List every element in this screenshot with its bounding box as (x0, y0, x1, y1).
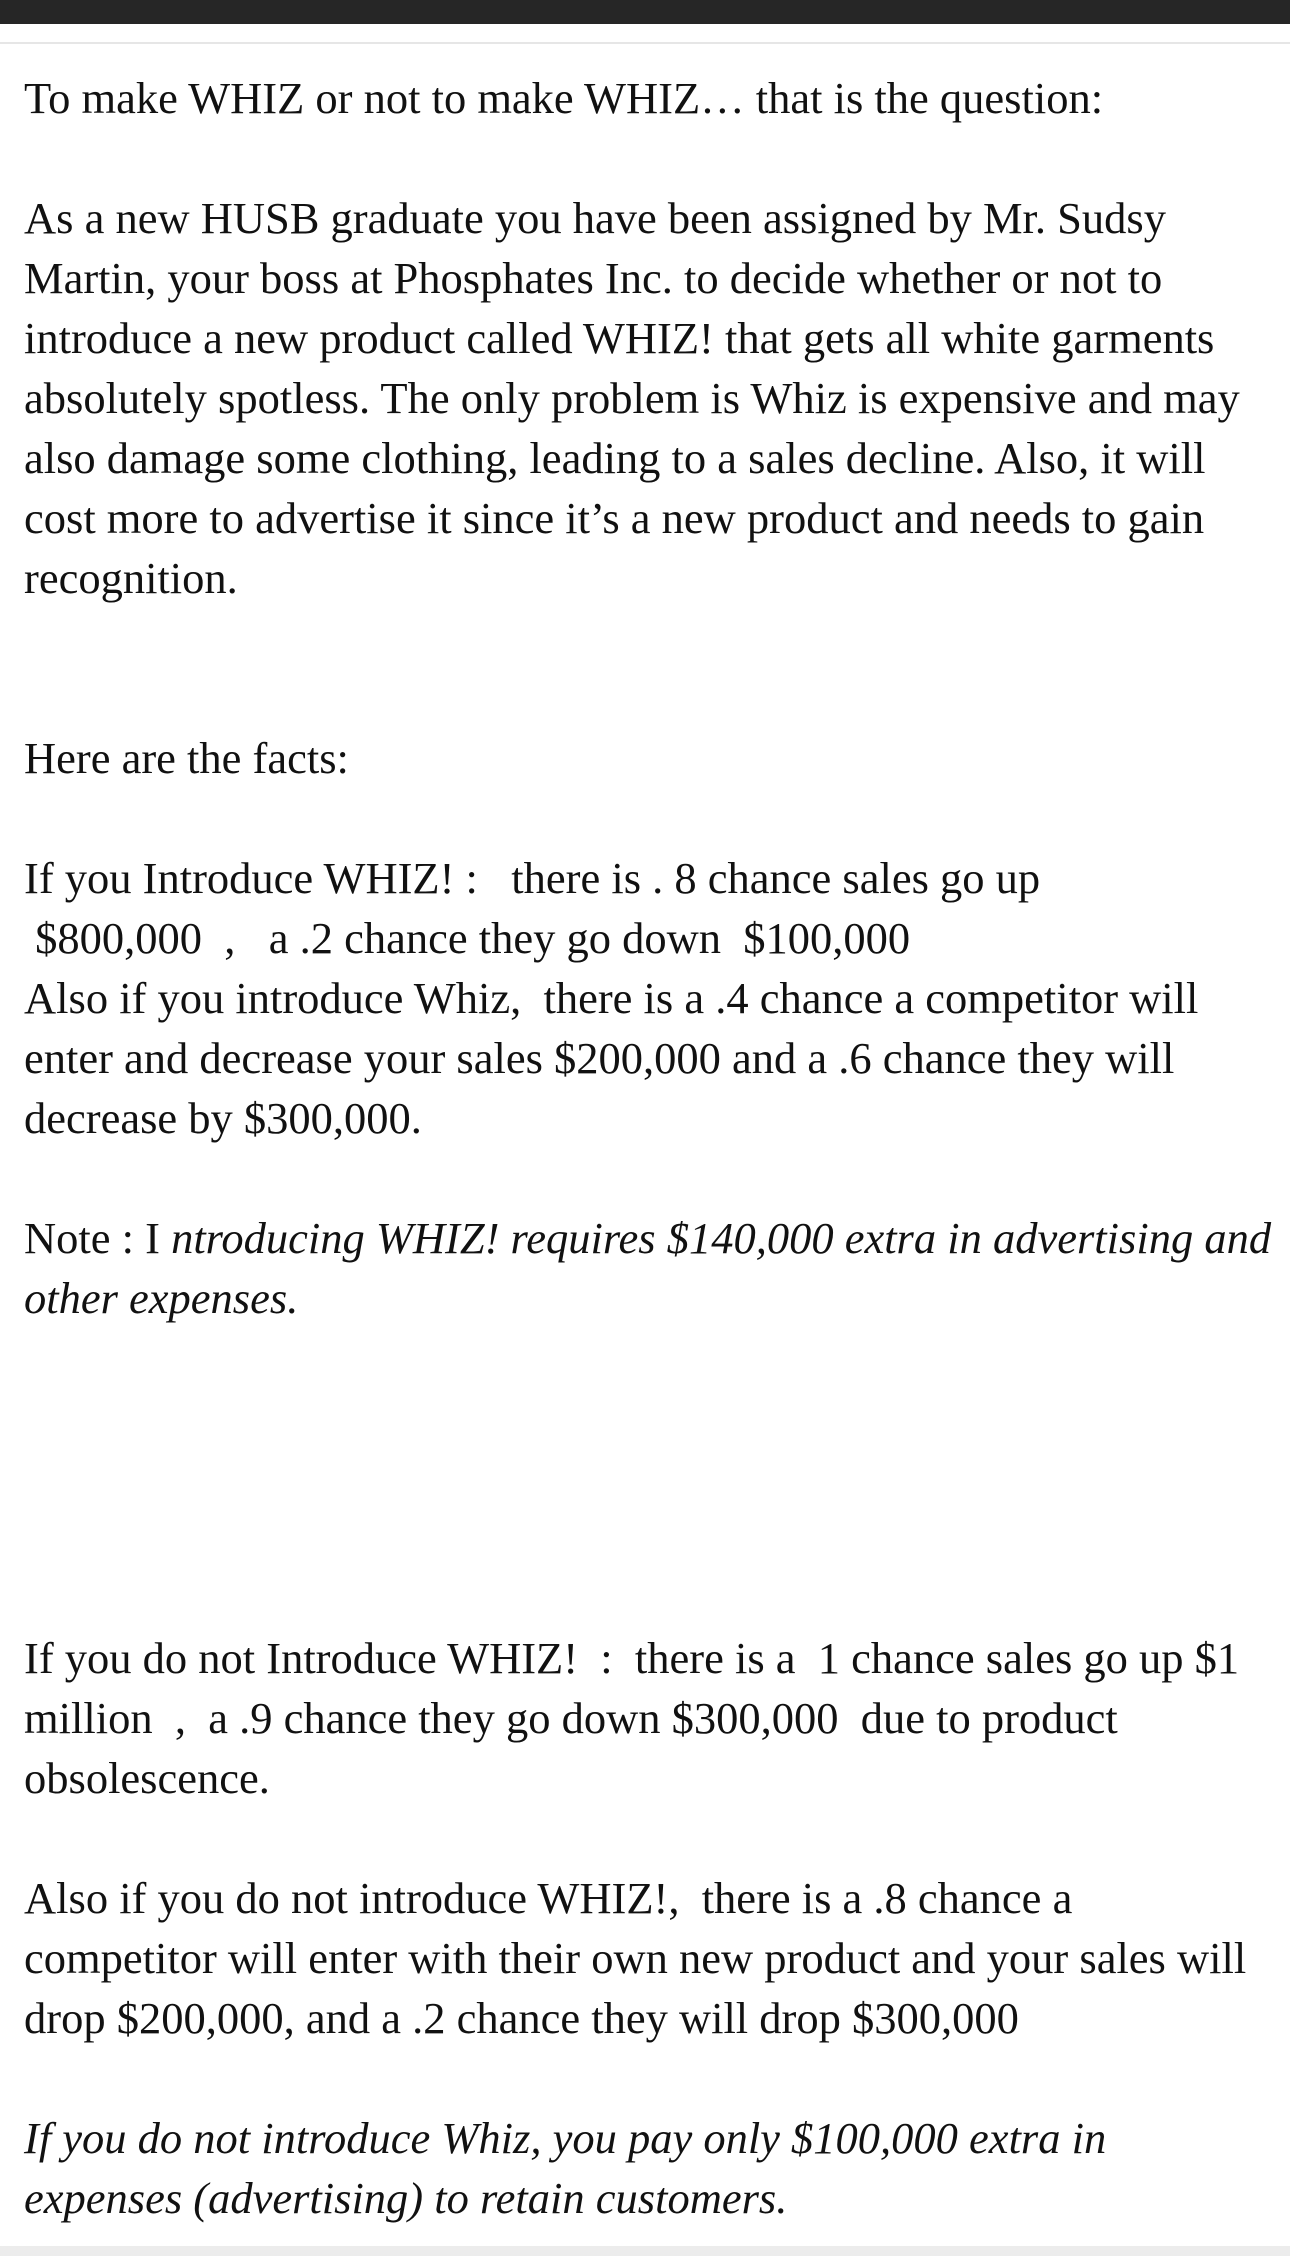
top-bar (0, 0, 1290, 24)
introduce-competitor-paragraph: Also if you introduce Whiz, there is a .4 chance a competitor will enter and decrease your sales $200,000 and a .6 chance they will decrease by $300,000. (24, 973, 1210, 1143)
not-introduce-note-paragraph: If you do not introduce Whiz, you pay only $100,000 extra in expenses (advertising) to retain customers. (24, 2113, 1118, 2223)
note-italic-text: ntroducing WHIZ! requires $140,000 extra in advertising and other expenses. (24, 1213, 1283, 1323)
introduce-outcome-line-1: If you Introduce WHIZ! : there is . 8 chance sales go up (24, 853, 1041, 903)
note-prefix: Note : I (24, 1213, 172, 1263)
introduce-outcome-line-2: $800,000 , a .2 chance they go down $100,000 (24, 913, 911, 963)
top-divider (0, 42, 1290, 44)
introduce-note-paragraph (24, 1208, 1283, 1328)
facts-heading: Here are the facts: (24, 733, 349, 783)
not-introduce-competitor-paragraph: Also if you do not introduce WHIZ!, there is a .8 chance a competitor will enter with their own new product and your sales will drop $200,000, and a .2 chance they will drop $300,000 (24, 1873, 1258, 2043)
intro-paragraph: As a new HUSB graduate you have been assigned by Mr. Sudsy Martin, your boss at Phosphates Inc. to decide whether or not to introduce a new product called WHIZ! that gets all white garments absolutely spotless. The only problem is Whiz is expensive and may also damage some clothing, leading to a sales decline. Also, it will cost more to advertise it since it’s a new product and needs to gain recognition. (24, 193, 1251, 603)
not-introduce-outcome-paragraph: If you do not Introduce WHIZ! : there is a 1 chance sales go up $1 million , a .9 chance they go down $300,000 due to product obsolescence. (24, 1633, 1251, 1803)
document-title: To make WHIZ or not to make WHIZ… that is the question: (24, 73, 1104, 123)
document-body (24, 68, 1283, 2228)
bottom-bar (0, 2246, 1290, 2256)
